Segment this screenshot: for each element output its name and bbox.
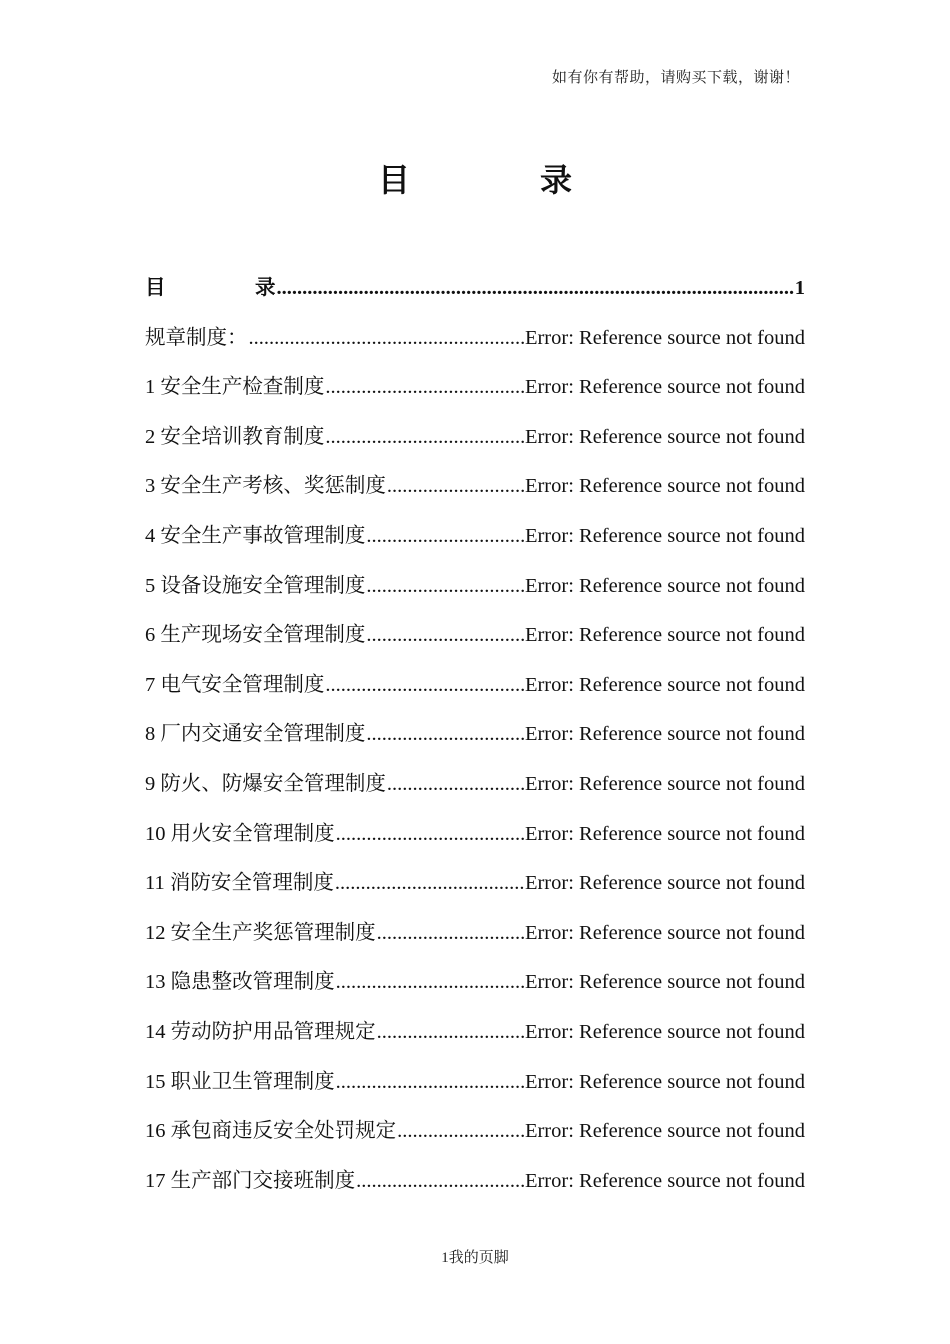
toc-leader-dots — [336, 823, 524, 846]
toc-entry-label: 14 劳动防护用品管理规定 — [145, 1020, 376, 1043]
toc-entry[interactable] — [145, 1113, 805, 1163]
toc-entry-page: Error: Reference source not found — [524, 872, 805, 895]
toc-leader-dots — [325, 376, 524, 399]
toc-entry-page: Error: Reference source not found — [524, 822, 805, 845]
toc-entry-label: 12 安全生产奖惩管理制度 — [145, 921, 376, 944]
toc-leader-dots — [249, 327, 524, 350]
toc-entry[interactable] — [145, 1014, 805, 1064]
toc-leader-dots — [377, 922, 524, 945]
toc-leader-dots — [335, 872, 524, 895]
toc-entry-page: 1 — [794, 277, 805, 299]
toc-leader-dots — [366, 624, 524, 647]
toc-entry[interactable] — [145, 518, 805, 568]
toc-entry-label: 16 承包商违反安全处罚规定 — [145, 1120, 397, 1143]
toc-entry-page: Error: Reference source not found — [524, 624, 805, 647]
toc-entry-contents[interactable] — [145, 270, 805, 320]
page-title — [0, 155, 950, 201]
toc-entry-page: Error: Reference source not found — [524, 772, 805, 795]
toc-entry-page: Error: Reference source not found — [524, 1070, 805, 1093]
toc-entry[interactable] — [145, 716, 805, 766]
toc-entry[interactable] — [145, 369, 805, 419]
page-title-right: 录 — [540, 162, 573, 198]
toc-entry[interactable] — [145, 915, 805, 965]
toc-leader-dots — [325, 674, 524, 697]
toc-entry-label: 6 生产现场安全管理制度 — [145, 624, 366, 647]
toc-entry-page: Error: Reference source not found — [524, 425, 805, 448]
toc-entry-label: 15 职业卫生管理制度 — [145, 1070, 335, 1093]
toc-entry-label: 5 设备设施安全管理制度 — [145, 574, 366, 597]
toc-entry-label: 2 安全培训教育制度 — [145, 425, 325, 448]
toc-entry-page: Error: Reference source not found — [524, 574, 805, 597]
toc-entry-page: Error: Reference source not found — [524, 673, 805, 696]
toc-leader-dots — [366, 723, 524, 746]
toc-leader-dots — [397, 1120, 524, 1143]
toc-entry-label: 9 防火、防爆安全管理制度 — [145, 772, 386, 795]
toc-entry[interactable] — [145, 1163, 805, 1213]
toc-entry-label: 13 隐患整改管理制度 — [145, 971, 335, 994]
toc-entry-page: Error: Reference source not found — [524, 524, 805, 547]
page-footer: 1我的页脚 — [441, 1250, 509, 1266]
toc-entry-label: 目 录 — [145, 277, 276, 299]
toc-entry-page: Error: Reference source not found — [524, 723, 805, 746]
toc-entry-label: 10 用火安全管理制度 — [145, 822, 335, 845]
toc-entry-label: 11 消防安全管理制度 — [145, 872, 334, 895]
toc-leader-dots — [336, 1071, 524, 1094]
toc-entry-label: 1 安全生产检查制度 — [145, 376, 325, 399]
toc-entry[interactable] — [145, 568, 805, 618]
toc-entry[interactable] — [145, 865, 805, 915]
table-of-contents — [145, 270, 805, 1212]
toc-entry-page: Error: Reference source not found — [524, 326, 805, 349]
toc-leader-dots — [387, 475, 524, 498]
toc-entry-page: Error: Reference source not found — [524, 971, 805, 994]
toc-entry-page: Error: Reference source not found — [524, 921, 805, 944]
toc-entry-page: Error: Reference source not found — [524, 1120, 805, 1143]
toc-entry-label: 3 安全生产考核、奖惩制度 — [145, 475, 386, 498]
toc-entry[interactable] — [145, 617, 805, 667]
toc-leader-dots — [356, 1170, 524, 1193]
toc-entry[interactable] — [145, 667, 805, 717]
toc-entry-label: 规章制度： — [145, 326, 248, 349]
toc-entry[interactable] — [145, 1064, 805, 1114]
toc-entry[interactable] — [145, 964, 805, 1014]
toc-entry-page: Error: Reference source not found — [524, 376, 805, 399]
header-note: 如有你有帮助，请购买下载，谢谢！ — [551, 70, 800, 86]
toc-entry-label: 17 生产部门交接班制度 — [145, 1169, 356, 1192]
toc-leader-dots — [277, 277, 794, 300]
toc-entry[interactable] — [145, 766, 805, 816]
toc-leader-dots — [387, 773, 524, 796]
toc-entry[interactable] — [145, 468, 805, 518]
toc-leader-dots — [366, 525, 524, 548]
toc-leader-dots — [366, 575, 524, 598]
toc-entry-label: 8 厂内交通安全管理制度 — [145, 723, 366, 746]
toc-entry[interactable] — [145, 320, 805, 370]
toc-entry-page: Error: Reference source not found — [524, 1020, 805, 1043]
toc-leader-dots — [377, 1021, 524, 1044]
toc-leader-dots — [325, 426, 524, 449]
toc-entry[interactable] — [145, 816, 805, 866]
toc-entry[interactable] — [145, 419, 805, 469]
toc-entry-label: 7 电气安全管理制度 — [145, 673, 325, 696]
toc-entry-page: Error: Reference source not found — [524, 475, 805, 498]
page-title-left: 目 — [377, 162, 410, 198]
toc-entry-label: 4 安全生产事故管理制度 — [145, 524, 366, 547]
toc-entry-page: Error: Reference source not found — [524, 1169, 805, 1192]
toc-leader-dots — [336, 971, 524, 994]
